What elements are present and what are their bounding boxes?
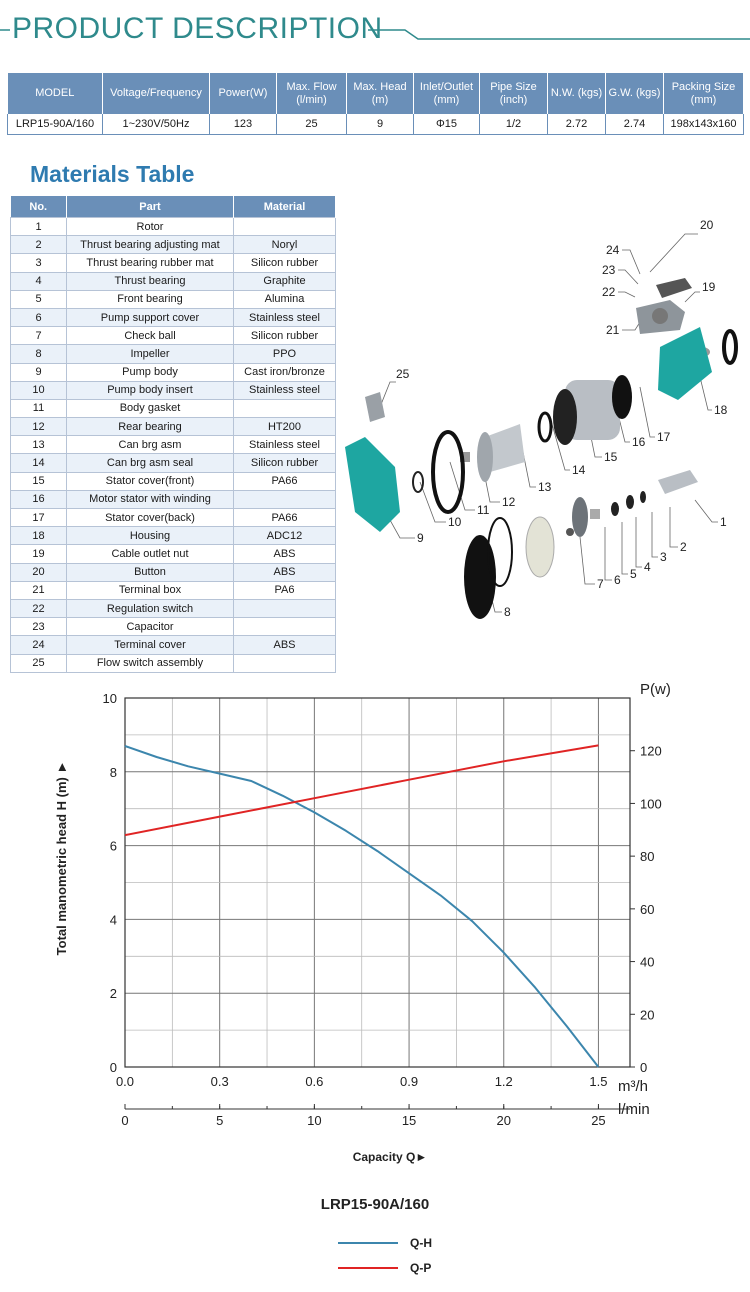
materials-no-cell: 1 (11, 218, 67, 236)
materials-material-cell (234, 618, 336, 636)
stator-front-icon (553, 389, 577, 445)
materials-no-cell: 18 (11, 527, 67, 545)
check-ball-icon (566, 528, 574, 536)
x-tick-label: 0.3 (210, 1074, 229, 1089)
x2-tick-label: 20 (496, 1113, 511, 1128)
spec-header-row (8, 73, 744, 114)
y-tick-label: 0 (109, 1060, 117, 1075)
regulation-switch-icon (652, 308, 668, 324)
callout-number: 18 (714, 403, 728, 417)
materials-material-cell (234, 218, 336, 236)
materials-no-cell: 7 (11, 327, 67, 345)
x2-tick-label: 10 (307, 1113, 322, 1128)
materials-part-cell: Pump body insert (67, 381, 234, 399)
materials-part-cell: Thrust bearing adjusting mat (67, 236, 234, 254)
materials-no-cell: 13 (11, 436, 67, 454)
materials-header-cell: No. (11, 196, 67, 218)
x-tick-label: 0.6 (305, 1074, 324, 1089)
materials-row (11, 636, 336, 654)
x-axis-label: Capacity Q► (352, 1150, 428, 1164)
callout-number: 12 (502, 495, 516, 509)
spec-cell: 123 (210, 114, 277, 135)
spec-cell: 198x143x160 (664, 114, 744, 135)
materials-part-cell: Button (67, 563, 234, 581)
can-flange-icon (477, 432, 493, 482)
materials-material-cell: ABS (234, 545, 336, 563)
materials-row (11, 308, 336, 326)
materials-title: Materials Table (30, 161, 195, 187)
y2-tick-label: 120 (640, 743, 662, 759)
y2-tick-label: 60 (640, 901, 655, 917)
x-unit-primary: m³/h (618, 1078, 648, 1095)
materials-no-cell: 8 (11, 345, 67, 363)
y2-tick-label: 100 (640, 796, 662, 812)
cable-nut-icon (724, 331, 736, 363)
materials-material-cell: Silicon rubber (234, 454, 336, 472)
callout-number: 16 (632, 435, 646, 449)
materials-row (11, 654, 336, 672)
materials-row (11, 254, 336, 272)
materials-material-cell: PA66 (234, 509, 336, 527)
adjusting-mat-icon (640, 491, 646, 503)
y2-tick-label: 80 (640, 849, 655, 865)
housing-icon (658, 327, 712, 400)
materials-material-cell: ADC12 (234, 527, 336, 545)
stator-back-icon (612, 375, 632, 419)
callout-number: 8 (504, 605, 511, 619)
materials-no-cell: 21 (11, 581, 67, 599)
spec-cell: 1/2 (480, 114, 548, 135)
materials-header-cell: Part (67, 196, 234, 218)
materials-material-cell: Cast iron/bronze (234, 363, 336, 381)
spec-table (7, 73, 744, 135)
materials-part-cell: Can brg asm seal (67, 454, 234, 472)
materials-part-cell: Capacitor (67, 618, 234, 636)
materials-part-cell: Stator cover(front) (67, 472, 234, 490)
materials-no-cell: 2 (11, 236, 67, 254)
materials-row (11, 218, 336, 236)
materials-part-cell: Stator cover(back) (67, 509, 234, 527)
insert-icon (413, 472, 423, 492)
materials-no-cell: 24 (11, 636, 67, 654)
materials-row (11, 381, 336, 399)
y2-tick-label: 20 (640, 1007, 655, 1023)
spec-header-cell: N.W. (kgs) (548, 73, 606, 114)
materials-no-cell: 17 (11, 509, 67, 527)
x-tick-label: 0.0 (115, 1074, 135, 1089)
callout-number: 24 (606, 243, 620, 257)
materials-part-cell: Pump body (67, 363, 234, 381)
materials-row (11, 599, 336, 617)
page-title: PRODUCT DESCRIPTION (12, 12, 383, 45)
materials-no-cell: 12 (11, 418, 67, 436)
materials-row (11, 581, 336, 599)
front-bearing-plate-icon (572, 497, 588, 537)
callout-number: 20 (700, 218, 714, 232)
y-tick-label: 8 (109, 764, 117, 780)
spec-cell: 2.74 (606, 114, 664, 135)
materials-no-cell: 4 (11, 272, 67, 290)
materials-no-cell: 11 (11, 399, 67, 417)
materials-material-cell (234, 599, 336, 617)
part-shapes (345, 278, 736, 619)
callout-number: 11 (477, 503, 490, 517)
spec-cell: Φ15 (414, 114, 480, 135)
spec-cell: 9 (347, 114, 414, 135)
exploded-diagram (340, 212, 750, 632)
spec-header-cell: Pipe Size (inch) (480, 73, 548, 114)
materials-material-cell: Graphite (234, 272, 336, 290)
materials-part-cell: Pump support cover (67, 308, 234, 326)
materials-part-cell: Front bearing (67, 290, 234, 308)
chart-title: LRP15-90A/160 (320, 1196, 430, 1213)
y2-axis-label: P(w) (640, 681, 671, 698)
callout-number: 17 (657, 430, 671, 444)
spec-header-cell: G.W. (kgs) (606, 73, 664, 114)
callout-number: 4 (644, 560, 651, 574)
materials-row (11, 345, 336, 363)
materials-row (11, 436, 336, 454)
spec-cell: 2.72 (548, 114, 606, 135)
callout-number: 22 (602, 285, 616, 299)
x-tick-label: 1.2 (494, 1074, 513, 1089)
materials-no-cell: 9 (11, 363, 67, 381)
rubber-mat-icon (626, 495, 634, 509)
callout-number: 23 (602, 263, 616, 277)
materials-part-cell: Thrust bearing rubber mat (67, 254, 234, 272)
callout-number: 1 (720, 515, 727, 529)
materials-material-cell: Stainless steel (234, 436, 336, 454)
callout-number: 3 (660, 550, 667, 564)
x-unit-secondary: l/min (618, 1101, 650, 1118)
materials-no-cell: 23 (11, 618, 67, 636)
materials-material-cell: PA6 (234, 581, 336, 599)
materials-material-cell: PA66 (234, 472, 336, 490)
materials-part-cell: Cable outlet nut (67, 545, 234, 563)
x2-tick-label: 0 (121, 1113, 129, 1128)
callout-number: 15 (604, 450, 618, 464)
materials-no-cell: 5 (11, 290, 67, 308)
materials-no-cell: 19 (11, 545, 67, 563)
callout-number: 19 (702, 280, 716, 294)
materials-material-cell: Alumina (234, 290, 336, 308)
flow-switch-icon (365, 392, 385, 422)
gasket-icon (433, 432, 463, 512)
materials-row (11, 490, 336, 508)
chart-axes (125, 698, 630, 1109)
spec-header-cell: Packing Size (mm) (664, 73, 744, 114)
materials-material-cell: ABS (234, 563, 336, 581)
y-axis-label: Total manometric head H (m) ► (54, 760, 69, 956)
spec-data-row (8, 114, 744, 135)
x-tick-label: 0.9 (400, 1074, 419, 1089)
materials-part-cell: Terminal cover (67, 636, 234, 654)
materials-part-cell: Check ball (67, 327, 234, 345)
x2-tick-label: 25 (591, 1113, 606, 1128)
y2-tick-label: 0 (640, 1060, 648, 1075)
thrust-bearing-icon (611, 502, 619, 516)
legend-label: Q-P (410, 1261, 432, 1275)
header (0, 0, 750, 60)
rotor-icon (658, 470, 698, 494)
chart-legend (0, 1230, 750, 1290)
materials-header-row (11, 196, 336, 218)
seal-icon (539, 413, 551, 441)
callout-number: 5 (630, 567, 637, 581)
materials-row (11, 272, 336, 290)
front-bearing-icon (590, 509, 600, 519)
materials-row (11, 527, 336, 545)
materials-material-cell (234, 654, 336, 672)
y-tick-label: 4 (109, 912, 117, 928)
y-tick-label: 10 (102, 691, 117, 706)
materials-row (11, 363, 336, 381)
callout-number: 6 (614, 573, 621, 587)
materials-part-cell: Thrust bearing (67, 272, 234, 290)
materials-material-cell: Silicon rubber (234, 254, 336, 272)
y-tick-label: 2 (109, 986, 117, 1002)
spec-header-cell: Max. Flow (l/min) (277, 73, 347, 114)
materials-material-cell: PPO (234, 345, 336, 363)
materials-row (11, 454, 336, 472)
callout-number: 9 (417, 531, 424, 545)
callout-number: 2 (680, 540, 687, 554)
spec-cell: 1~230V/50Hz (103, 114, 210, 135)
materials-material-cell: Stainless steel (234, 381, 336, 399)
materials-material-cell: ABS (234, 636, 336, 654)
callout-number: 13 (538, 480, 552, 494)
materials-no-cell: 6 (11, 308, 67, 326)
materials-no-cell: 16 (11, 490, 67, 508)
materials-row (11, 236, 336, 254)
materials-material-cell: HT200 (234, 418, 336, 436)
materials-body (11, 218, 336, 673)
pump-body-icon (345, 437, 400, 532)
spec-header-cell: MODEL (8, 73, 103, 114)
materials-table (10, 196, 336, 673)
materials-no-cell: 3 (11, 254, 67, 272)
legend-label: Q-H (410, 1236, 432, 1250)
materials-part-cell: Rear bearing (67, 418, 234, 436)
materials-no-cell: 10 (11, 381, 67, 399)
spec-header-cell: Voltage/Frequency (103, 73, 210, 114)
materials-row (11, 563, 336, 581)
materials-no-cell: 22 (11, 599, 67, 617)
legend-items (338, 1236, 432, 1275)
support-cover-icon (526, 517, 554, 577)
x2-tick-label: 15 (401, 1113, 417, 1128)
materials-material-cell: Stainless steel (234, 308, 336, 326)
materials-part-cell: Regulation switch (67, 599, 234, 617)
materials-header-cell: Material (234, 196, 336, 218)
spec-cell: 25 (277, 114, 347, 135)
callout-number: 21 (606, 323, 620, 337)
x-tick-label: 1.5 (589, 1074, 608, 1089)
materials-row (11, 545, 336, 563)
materials-row (11, 418, 336, 436)
materials-material-cell: Noryl (234, 236, 336, 254)
materials-material-cell (234, 490, 336, 508)
materials-part-cell: Terminal box (67, 581, 234, 599)
spec-header-cell: Power(W) (210, 73, 277, 114)
callout-number: 7 (597, 577, 604, 591)
materials-material-cell (234, 399, 336, 417)
materials-row (11, 472, 336, 490)
materials-no-cell: 15 (11, 472, 67, 490)
spec-cell: LRP15-90A/160 (8, 114, 103, 135)
materials-part-cell: Motor stator with winding (67, 490, 234, 508)
materials-part-cell: Flow switch assembly (67, 654, 234, 672)
callout-number: 10 (448, 515, 462, 529)
materials-row (11, 509, 336, 527)
materials-no-cell: 14 (11, 454, 67, 472)
spec-header-cell: Inlet/Outlet (mm) (414, 73, 480, 114)
x2-tick-label: 5 (216, 1113, 224, 1128)
materials-row (11, 399, 336, 417)
callout-number: 14 (572, 463, 586, 477)
materials-part-cell: Housing (67, 527, 234, 545)
materials-material-cell: Silicon rubber (234, 327, 336, 345)
y-tick-label: 6 (109, 838, 117, 854)
materials-row (11, 290, 336, 308)
materials-part-cell: Impeller (67, 345, 234, 363)
spec-header-cell: Max. Head (m) (347, 73, 414, 114)
materials-part-cell: Body gasket (67, 399, 234, 417)
terminal-cover-icon (656, 278, 692, 298)
materials-part-cell: Can brg asm (67, 436, 234, 454)
chart-ticks (103, 691, 662, 1128)
materials-row (11, 327, 336, 345)
materials-part-cell: Rotor (67, 218, 234, 236)
performance-chart (0, 678, 750, 1178)
y2-tick-label: 40 (640, 954, 655, 970)
materials-no-cell: 20 (11, 563, 67, 581)
materials-row (11, 618, 336, 636)
callout-number: 25 (396, 367, 410, 381)
materials-no-cell: 25 (11, 654, 67, 672)
